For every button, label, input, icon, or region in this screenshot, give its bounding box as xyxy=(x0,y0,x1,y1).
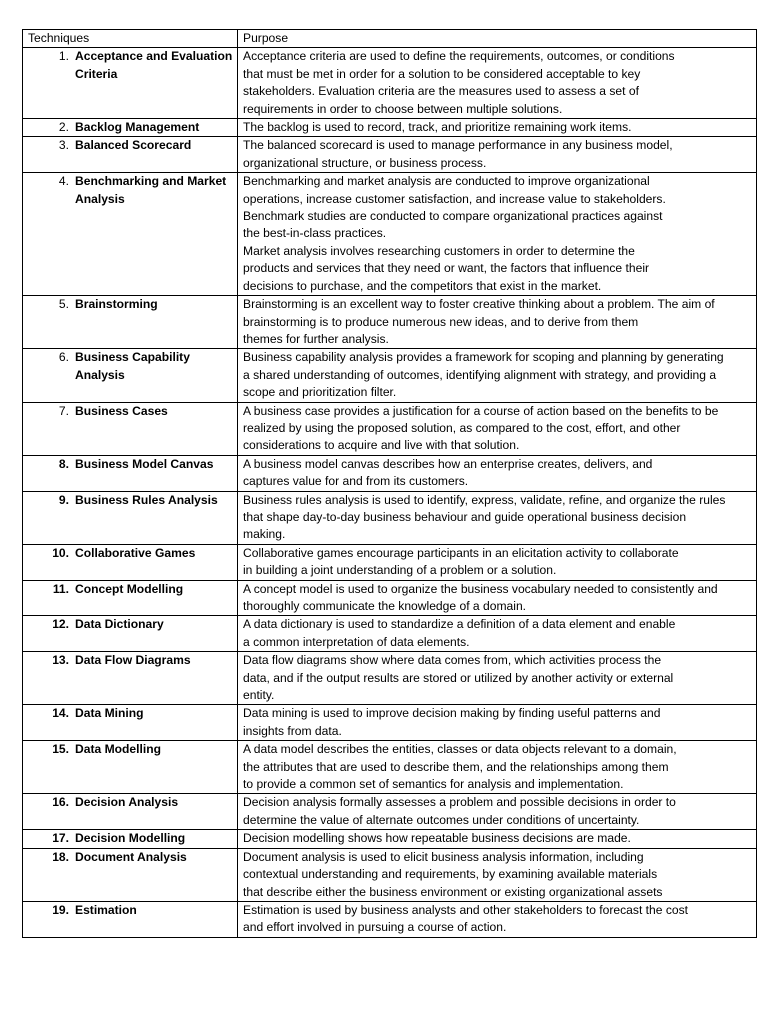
purpose-cell xyxy=(238,901,757,937)
table-row xyxy=(23,48,757,119)
purpose-line: insights from data. xyxy=(243,723,342,738)
technique-cell xyxy=(23,705,238,741)
table-row xyxy=(23,794,757,830)
technique-name: Data Flow Diagrams xyxy=(75,653,191,668)
purpose-line: themes for further analysis. xyxy=(243,331,389,346)
purpose-line: Brainstorming is an excellent way to foster creative thinking about a problem. The aim of xyxy=(243,297,715,312)
technique-name: Decision Modelling xyxy=(75,831,186,846)
technique-cell xyxy=(23,580,238,616)
technique-name: Decision Analysis xyxy=(75,795,179,810)
technique-number: 2. xyxy=(58,120,69,135)
purpose-line: Decision analysis formally assesses a problem and possible decisions in order to xyxy=(243,795,676,810)
purpose-cell xyxy=(238,544,757,580)
purpose-line: A data model describes the entities, classes or data objects relevant to a domain, xyxy=(243,742,677,757)
purpose-cell xyxy=(238,349,757,402)
technique-number: 15. xyxy=(52,742,69,757)
technique-number: 10. xyxy=(52,545,69,560)
table-row xyxy=(23,119,757,137)
purpose-line: a common interpretation of data elements. xyxy=(243,634,470,649)
purpose-line: organizational structure, or business process. xyxy=(243,155,487,170)
purpose-line: The backlog is used to record, track, and prioritize remaining work items. xyxy=(243,120,632,135)
purpose-line: Benchmarking and market analysis are conducted to improve organizational xyxy=(243,174,650,189)
technique-name: Data Modelling xyxy=(75,742,162,757)
purpose-line: Business rules analysis is used to identify, express, validate, refine, and organize the rules xyxy=(243,492,726,507)
technique-cell xyxy=(23,652,238,705)
technique-cell xyxy=(23,616,238,652)
technique-name: Data Dictionary xyxy=(75,617,164,632)
purpose-cell xyxy=(238,296,757,349)
technique-cell xyxy=(23,296,238,349)
purpose-line: considerations to acquire and live with that solution. xyxy=(243,438,520,453)
table-row xyxy=(23,137,757,173)
technique-cell xyxy=(23,48,238,119)
table-row xyxy=(23,848,757,901)
technique-number: 16. xyxy=(52,795,69,810)
purpose-line: the best-in-class practices. xyxy=(243,226,387,241)
table-row xyxy=(23,455,757,491)
technique-number: 17. xyxy=(52,831,69,846)
technique-cell xyxy=(23,173,238,296)
technique-cell xyxy=(23,741,238,794)
technique-name: Acceptance and Evaluation Criteria xyxy=(75,49,233,81)
table-row xyxy=(23,741,757,794)
header-techniques: Techniques xyxy=(23,30,238,48)
technique-number: 1. xyxy=(58,49,69,64)
technique-number: 4. xyxy=(58,174,69,189)
purpose-line: A data dictionary is used to standardize a definition of a data element and enable xyxy=(243,617,676,632)
table-row xyxy=(23,830,757,848)
purpose-cell xyxy=(238,794,757,830)
table-row xyxy=(23,402,757,455)
purpose-line: Decision modelling shows how repeatable business decisions are made. xyxy=(243,831,631,846)
purpose-cell xyxy=(238,402,757,455)
technique-name: Collaborative Games xyxy=(75,545,196,560)
technique-number: 3. xyxy=(58,138,69,153)
table-row xyxy=(23,616,757,652)
purpose-line: Business capability analysis provides a framework for scoping and planning by generating xyxy=(243,350,724,365)
technique-number: 19. xyxy=(52,902,69,917)
technique-cell xyxy=(23,901,238,937)
technique-number: 6. xyxy=(58,350,69,365)
purpose-line: that shape day-to-day business behaviour and guide operational business decision xyxy=(243,509,687,524)
purpose-cell xyxy=(238,652,757,705)
technique-number: 18. xyxy=(52,849,69,864)
technique-name: Concept Modelling xyxy=(75,581,184,596)
purpose-cell xyxy=(238,137,757,173)
technique-name: Business Model Canvas xyxy=(75,456,214,471)
technique-name: Business Capability Analysis xyxy=(75,350,190,382)
purpose-cell xyxy=(238,705,757,741)
purpose-cell xyxy=(238,848,757,901)
technique-cell xyxy=(23,402,238,455)
purpose-line: operations, increase customer satisfaction, and increase value to stakeholders. xyxy=(243,191,666,206)
purpose-line: determine the value of alternate outcomes under conditions of uncertainty. xyxy=(243,812,640,827)
technique-cell xyxy=(23,349,238,402)
purpose-cell xyxy=(238,580,757,616)
purpose-line: A business model canvas describes how an enterprise creates, delivers, and xyxy=(243,456,653,471)
purpose-line: that describe either the business environment or existing organizational assets xyxy=(243,884,663,899)
purpose-cell xyxy=(238,830,757,848)
table-row xyxy=(23,705,757,741)
technique-number: 12. xyxy=(52,617,69,632)
purpose-line: scope and prioritization filter. xyxy=(243,385,397,400)
technique-cell xyxy=(23,544,238,580)
table-header-row xyxy=(23,30,757,48)
technique-name: Document Analysis xyxy=(75,849,187,864)
purpose-cell xyxy=(238,173,757,296)
purpose-line: contextual understanding and requirements, by examining available materials xyxy=(243,867,658,882)
purpose-line: captures value for and from its customers. xyxy=(243,474,469,489)
technique-name: Data Mining xyxy=(75,706,144,721)
technique-name: Business Rules Analysis xyxy=(75,492,218,507)
purpose-line: entity. xyxy=(243,688,275,703)
technique-cell xyxy=(23,455,238,491)
purpose-line: A business case provides a justification for a course of action based on the benefits to be xyxy=(243,403,719,418)
technique-cell xyxy=(23,491,238,544)
purpose-cell xyxy=(238,119,757,137)
purpose-line: Market analysis involves researching customers in order to determine the xyxy=(243,243,635,258)
purpose-line: that must be met in order for a solution to be considered acceptable to key xyxy=(243,66,641,81)
technique-number: 5. xyxy=(58,297,69,312)
purpose-line: Acceptance criteria are used to define the requirements, outcomes, or conditions xyxy=(243,49,675,64)
purpose-line: A concept model is used to organize the business vocabulary needed to consistently and xyxy=(243,581,718,596)
technique-cell xyxy=(23,794,238,830)
purpose-line: decisions to purchase, and the competitors that exist in the market. xyxy=(243,278,602,293)
technique-name: Estimation xyxy=(75,902,137,917)
purpose-line: Collaborative games encourage participants in an elicitation activity to collaborate xyxy=(243,545,679,560)
table-row xyxy=(23,296,757,349)
purpose-line: stakeholders. Evaluation criteria are the measures used to assess a set of xyxy=(243,84,639,99)
table-row xyxy=(23,901,757,937)
purpose-cell xyxy=(238,455,757,491)
purpose-line: thoroughly communicate the knowledge of a domain. xyxy=(243,599,527,613)
technique-number: 7. xyxy=(58,403,69,418)
technique-number: 8. xyxy=(58,456,69,471)
purpose-line: data, and if the output results are stored or utilized by another activity or external xyxy=(243,670,674,685)
purpose-cell xyxy=(238,491,757,544)
purpose-line: realized by using the proposed solution, as compared to the cost, effort, and other xyxy=(243,420,681,435)
table-row xyxy=(23,173,757,296)
technique-cell xyxy=(23,119,238,137)
table-row xyxy=(23,544,757,580)
technique-number: 14. xyxy=(52,706,69,721)
purpose-cell xyxy=(238,616,757,652)
purpose-line: brainstorming is to produce numerous new ideas, and to derive from them xyxy=(243,314,639,329)
purpose-line: The balanced scorecard is used to manage performance in any business model, xyxy=(243,138,673,153)
purpose-line: in building a joint understanding of a problem or a solution. xyxy=(243,563,557,578)
technique-cell xyxy=(23,848,238,901)
technique-name: Brainstorming xyxy=(75,297,158,312)
technique-number: 9. xyxy=(58,492,69,507)
purpose-line: products and services that they need or want, the factors that influence their xyxy=(243,261,650,276)
purpose-line: the attributes that are used to describe them, and the relationships among them xyxy=(243,759,669,774)
table-row xyxy=(23,349,757,402)
technique-name: Business Cases xyxy=(75,403,168,418)
purpose-line: Estimation is used by business analysts and other stakeholders to forecast the cost xyxy=(243,902,689,917)
technique-number: 13. xyxy=(52,653,69,668)
technique-number: 11. xyxy=(52,581,69,596)
techniques-table xyxy=(22,29,757,938)
purpose-line: and effort involved in pursuing a course of action. xyxy=(243,920,507,935)
purpose-cell xyxy=(238,741,757,794)
purpose-line: Document analysis is used to elicit business analysis information, including xyxy=(243,849,644,864)
purpose-line: Data mining is used to improve decision making by finding useful patterns and xyxy=(243,706,661,721)
table-row xyxy=(23,652,757,705)
technique-name: Backlog Management xyxy=(75,120,200,135)
table-row xyxy=(23,491,757,544)
purpose-cell xyxy=(238,48,757,119)
technique-name: Benchmarking and Market Analysis xyxy=(75,174,227,206)
purpose-line: to provide a common set of semantics for analysis and implementation. xyxy=(243,777,624,792)
table-row xyxy=(23,580,757,616)
purpose-line: a shared understanding of outcomes, identifying alignment with strategy, and providing a xyxy=(243,367,717,382)
purpose-line: Data flow diagrams show where data comes from, which activities process the xyxy=(243,653,662,668)
purpose-line: requirements in order to choose between multiple solutions. xyxy=(243,101,563,116)
purpose-line: Benchmark studies are conducted to compare organizational practices against xyxy=(243,209,663,224)
purpose-line: making. xyxy=(243,527,286,542)
technique-cell xyxy=(23,830,238,848)
technique-name: Balanced Scorecard xyxy=(75,138,192,153)
technique-cell xyxy=(23,137,238,173)
header-purpose: Purpose xyxy=(238,30,757,48)
